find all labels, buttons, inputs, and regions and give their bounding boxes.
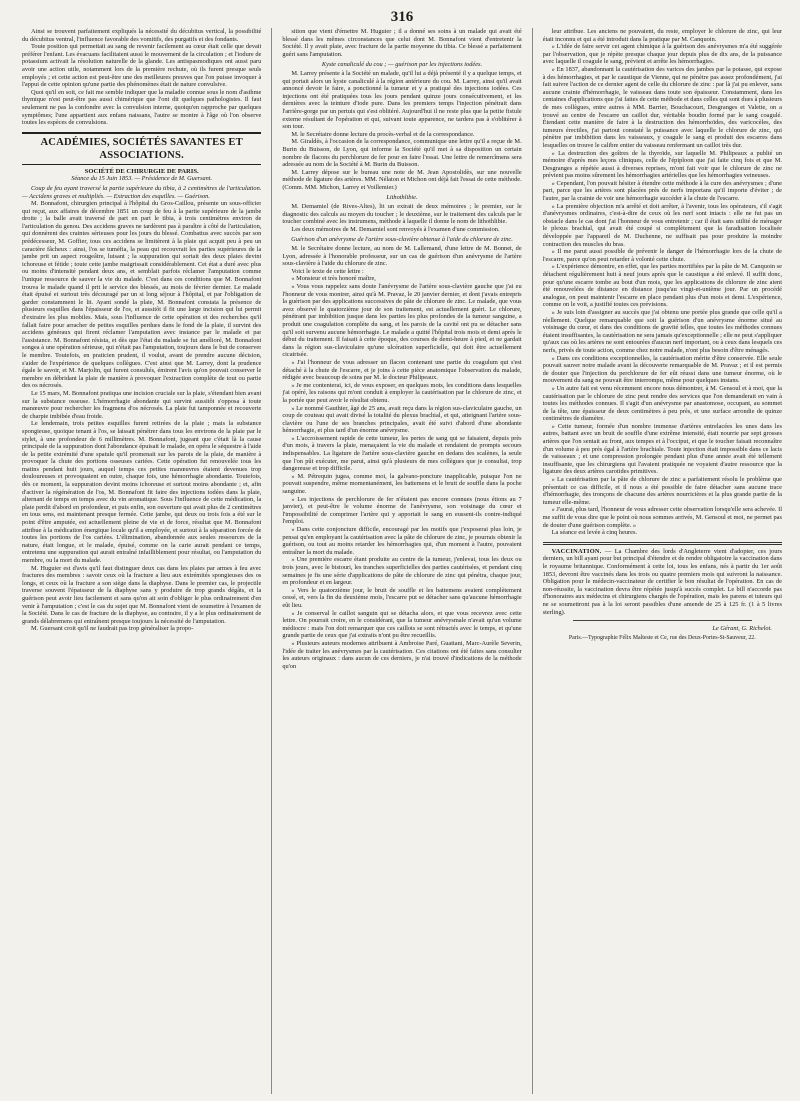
paragraph: » L'expérience démontre, en effet, que les parties mortifiées par la pâte de M. Canquoin se détachent régulièrement huit à neuf jours après que le caustique a été enlevé. Il suffit donc, pour qu'une escarre tombe au bout d'un mois, que les applications de chlorure de zinc aient été renouvelées de distance en distance jusqu'au vingt-et-unième jour. Par un procédé analogue, on peut maintenir l'escarre en place pendant plus d'un mois et demi. L'expérience, comme on le voit, a justifié toutes ces prévisions. [542,263,782,309]
vaccination-paragraph [543,548,782,616]
printer-line: Paris.—Typographie Félix Malteste et Ce, rue des Deux-Portes-St-Sauveur, 22. [568,634,756,641]
column-2-text-d [282,245,521,670]
column-2-text-b [282,70,521,192]
paragraph: » Une première escarre étant produite au centre de la tumeur, j'enlevai, tous les deux ou trois jours, avec le bistouri, les tranches superficielles des parties cautérisées, et pendant cinq semaines je fis une série d'applications de pâte de chlorure de zinc qui pénétra, chaque jour, en profondeur et en largeur. [282,556,522,587]
signature-rule [573,620,752,621]
paragraph: » Dans cette conjoncture difficile, encouragé par les motifs que j'exposerai plus loin, je pensai qu'en employant la cautérisation avec la pâte de chlorure de zinc, je pourrais obtenir la guérison, ou tout au moins retarder les hémorrhagies qui, d'un moment à l'autre, pouvaient entraîner la mort du malade. [282,526,522,556]
paragraph: » Un autre fait est venu récemment encore nous démontrer, à M. Gensoul et à moi, que la cautérisation par le chlorure de zinc peut rendre des services que l'on demanderait en vain à toutes les méthodes connues. Il s'agit d'un anévrysme par anastomose, occupant, au sommet de la tête, une épaisseur de deux centimètres à peu près, et une surface arrondie de quinze centimètres de diamètre. [542,384,782,423]
column-divider [532,28,533,1094]
session-line: Séance du 15 Juin 1853. — Présidence de M. Guersant. [71,175,213,183]
paragraph: leur attribue. Les anciens ne pouvaient, du reste, employer le chlorure de zinc, qui leur était inconnu et qui a été introduit dans la pratique par M. Canquoin. [542,28,782,43]
column-1 [22,28,261,1094]
paragraph: Le 15 mars, M. Bonnafont pratiqua une incision cruciale sur la plaie, s'étendant bien avant sur la substance osseuse. L'hémorrhagie abondante qui survint aussitôt s'opposa à toute manœuvre pour rechercher les fragmens d'os nécrosés. La plaie fut tamponnée et recouverte de charpie imbibée d'eau froide. [22,389,262,420]
paragraph: » Dans ces conditions exceptionnelles, la cautérisation mérite d'être conservée. Elle seule pouvait sauver notre malade avant la découverte remarquable de M. Pravaz ; et il est permis de douter que l'injection du perchlorure de fer eût réussi dans une tumeur énorme, où le mouvement du sang ne pouvait être interrompu, même pour quelques instans. [542,354,782,385]
columns [22,28,782,1094]
paragraph: » Je me contenterai, ici, de vous exposer, en quelques mots, les conditions dans lesquelles j'ai opéré, les raisons qui m'ont conduit à employer la cautérisation par le chlorure de zinc, et la portée que peut avoir le résultat obtenu. [282,381,522,404]
subhead-kyste: Kyste canaliculé du cou ; — guérison par les injections iodées. [321,61,483,69]
paragraph: » La première objection m'a arrêté et doit arrêter, à l'avenir, tous les opérateurs, s'il s'agit d'anévrysmes ordinaires, c'est-à-dire de ceux où les nerf sont intacts : elle ne fut pas un obstacle dans le cas dont j'ai l'honneur de vous entretenir ; car il était sans utilité de ménager le plexus brachial, qui avait été coupé si complètement que la faradisation localisée développée par l'appareil de M. Duchenne, ne suffisait pas pour produire la moindre contraction des muscles du bras. [542,202,782,248]
paragraph: » Cependant, l'on pouvait hésiter à étendre cette méthode à la cure des anévrysmes ; d'une part, parce que les artères sont placées près de nerfs importans qu'il importe d'éviter ; de l'autre, par la crainte de voir une hémorrhagie succéder à la chute de l'escarre. [542,179,782,203]
paragraph: « Monsieur et très honoré maître, [291,275,376,283]
paragraph: M. le Secrétaire donne lecture du procès-verbal et de la correspondance. [291,130,475,138]
paragraph: » Il me parut aussi possible de prévenir le danger de l'hémorrhagie lors de la chute de l'escarre, parce qu'on peut retarder à volonté cette chute. [542,248,782,263]
subhead-anevrysme: Guérison d'un anévrysme de l'artère sous-clavière obtenue à l'aide du chlorure de zinc. [291,236,513,244]
case-body [22,200,261,633]
paragraph: » Je conserval le caillot sanguin qui se détacha alors, et que vous recevrez avec cette lettre. On pourrait croire, en le considérant, que la tumeur anévrysmale n'avait qu'un volume médiocre : mais l'on doit remarquer que ces caillots se sont rétractés avec le temps, et qu'une grande partie de ceux que j'ai extraits n'ont pu être recueillis. [282,609,522,640]
paragraph: M. Larrey dépose sur le bureau une note de M. Jean Apostolidès, sur une nouvelle méthode de ligature des artères. MM. Nélaton et Michon ont déjà fait l'essai de cette méthode. (Comm. MM. Michon, Larrey et Voillemier.) [282,168,522,191]
paragraph: Toute position qui permettait au sang de revenir facilement au cœur était celle que devait préférer l'enfant. Les évacuans facilitaient aussi le mouvement de la circulation ; et l'iodure de potassium activait la résolution naturelle de la glande. Les antispasmodiques ont aussi paru avoir une action utile, notamment lors de la première rechute, où ils furent presque seuls employés ; et cette action est peut-être une des meilleures preuves que l'on puisse invoquer à l'appui de cette opinion qu'une partie des phénomènes était de nature convulsive. [22,43,262,89]
page-number: 316 [390,9,414,25]
column-2-text-a [282,28,521,58]
column-2 [282,28,521,1094]
column-3-text [543,28,782,537]
column-divider [271,28,272,1094]
paragraph: Ainsi se trouvent parfaitement expliqués la nécessité du décubitus vertical, la possibilité du décubitus ventral, l'influence favorable des vomitifs, des purgatifs et des fondants. [22,28,262,43]
paragraph: » Vers le quatorzième jour, le bruit de souffle et les battemens avaient complètement cessé, et, vers la fin du deuxième mois, l'escarre put se détacher sans qu'aucune hémorrhagie eût lieu. [282,586,522,609]
paragraph: » La destruction des goîtres de la thyroïde, sur laquelle M. Philipeaux a publié un mémoire d'après mes leçons cliniques, celle de l'épiploon que j'ai faite cinq fois et que M. Desgranges a répétée aussi à diverses reprises, m'ont fait voir que le chlorure de zinc ne prévient pas moins sûrement les hémorrhagies artérielles que les hémorrhagies veineuses. [542,149,782,180]
paragraph: M. Larrey présente à la Société un malade, qu'il lui a déjà présenté il y a quelque temps, et qui portait alors un kyste canaliculé à la région antérieure du cou. M. Larrey, ainsi qu'il avait annoncé devoir le faire, a ponctionné la tumeur et y a pratiqué des injections iodées. Ces injections ont été pratiquées tous les jours pendant quinze jours consécutivement, et les dernières avec la teinture d'iode pure. Dans les premiers temps l'injection pénétrait dans l'arrière-gorge par un pertuis qui s'est oblitéré. Aujourd'hui il ne reste plus que la petite fistule externe résultant de l'opération et qui, suivant toute apparence, ne tardera pas à s'oblitérer à son tour. [282,69,522,131]
signature: Le Gérant, G. Richelot. [712,625,772,633]
paragraph: Le lendemain, trois petites esquilles furent retirées de la plaie ; mais la substance spongieuse, quoique tenant à l'os, se laissait pénétrer dans tous les environs de la plaie par le stylet, à une profondeur de 6 millimètres. M. Bonnafont, jugeant que c'était là la cause principale de la suppuration dont l'abondance épuisait le malade, en opéra le séquestre à l'aide de la petite extrémité d'une spatule qu'il promenait sur les parois de la plaie, de manière à provoquer la chute des portions osseuses cariées. Cette opération fut renouvelée tous les matins pendant huit jours, auquel temps ces petites manœuvres étaient devenues trop douloureuses et provoquaient en outre, chaque fois, une hémorrhagie abondante. Toutefois, dès ce moment, la suppuration devint moins ichoreuse et surtout moins abondante ; et, afin d'activer la régénération de l'os, M. Bonnafont fit faire des injections iodées dans la plaie, alternant de temps en temps avec du vin aromatique. Sous l'influence de cette médication, la plaie perdit d'abord en profondeur, et puis enfin, son ouverture qui avait plus de 2 centimètres en tous sens, est maintenant presque fermée. Cette jambe, qui deux ou trois fois a été sur le point d'être amputée, est actuellement pleine de vie et de force, résultat que M. Bonnafont attribue à la médication énergique locale qu'il a employée, et surtout à la séparation forcée de toutes les portions de l'os cariées. L'élimination, abandonnée aux seules ressources de la nature, était longue, et le malade, épuisé, comme on la carie aurait pendant ce temps, entretenu une suppuration qui aurait entraîné infailliblement pour résultat, ou l'amputation du membre, ou la mort du malade. [22,420,262,564]
vaccination-text: — La Chambre des lords d'Angleterre vient d'adopter, ces jours derniers, un bill ayant pour but principal d'étendre et de rendre obligatoire la vaccination dans le royaume britannique. Conformément à cette loi, tous les enfans, nés à partir du 1er août 1853, devront être vaccinés dans les trois ou quatre premiers mois qui suivront la naissance. Obligation pour le médecin-vaccinateur de certifier le bon résultat de l'opération. En cas de non-réussite, la vaccination devra être répétée jusqu'à succès complet. Le bill n'accorde pas d'honoraires aux médecins et chirurgiens chargés de l'opération, mais les parens et tuteurs qui ne se soumettront pas à la loi seront passibles d'une amende de 25 à 125 fr. (1 à 5 livres sterling). [542,547,782,616]
paragraph: Les deux mémoires de M. Demamiel sont renvoyés à l'examen d'une commission. [291,225,500,233]
paragraph: » L'accroissement rapide de cette tumeur, les pertes de sang qui se faisaient, depuis près d'un mois, à travers la plaie, menaçaient la vie du malade et rendaient de prompts secours indispensables. La ligature de l'artère sous-clavière gauche en dedans des scalènes, la seule que l'on pût exécuter, me parut, ainsi qu'à plusieurs de mes collègues que je consultai, trop dangereuse et trop difficile. [282,434,522,473]
society-name: SOCIÉTÉ DE CHIRURGIE DE PARIS. [84,167,199,175]
paragraph: » M. Pétrequin jugea, comme moi, la galvano-poncture inapplicable, puisque l'on ne pouvait suspendre, même momentanément, les battemens et le bruit de souffle dans la poche sanguine. [282,472,522,496]
paragraph: » J'ai l'honneur de vous adresser un flacon contenant une partie du coagulum qui s'est détaché à la chute de l'escarre, et je joins à cette pièce anatomique l'observation du malade, rédigée avec beaucoup de soins par M. le docteur Philipeaux. [282,358,522,382]
paragraph: » La cautérisation par la pâte de chlorure de zinc a parfaitement résolu le problème que présentait ce cas difficile, et il nous a été possible de faire détacher sans aucune trace d'hémorrhagie, des tronçons de chacune des artères nourricières et la plus grande partie de la tumeur elle-même. [542,476,782,506]
paragraph: » Cette tumeur, formée d'un nombre immense d'artères entrelacées les unes dans les autres, battant avec un bruit de souffle d'une extrême intensité, était nourrie par sept grosses artères que l'on sentait au front, aux tempes et à l'occiput, et que le toucher faisait reconnaître d'un volume à peu près égal à l'artère brachiale. Toute injection était impossible dans ce lacis de vaisseaux ; et une compression prolongée pendant plus d'une année avait été tellement insuffisante, que les chirurgiens qui l'avaient pratiquée ne voyaient d'autre ressource que la ligature des deux artères carotides primitives. [542,422,782,476]
section-title: ACADÉMIES, SOCIÉTÉS SAVANTES ET ASSOCIATIONS. [22,132,261,165]
case-summary: Coup de feu ayant traversé la partie supérieure du tibia, à 2 centimètres de l'articulation. — Accidens graves et multipliés. — Extraction des esquilles. — Guérison. [22,184,262,200]
paragraph: » J'aurai, plus tard, l'honneur de vous adresser cette observation lorsqu'elle sera achevée. Il me suffit de vous dire que le point où nous sommes arrivés, M. Gensoul et moi, ne permet pas de douter d'une guérison complète. » [542,506,782,529]
column-3 [543,28,782,1094]
paragraph: Quoi qu'il en soit, ce fait me semble indiquer que la maladie connue sous le nom d'asthme thymique n'est peut-être pas aussi chimérique que l'ont dit quelques pathologistes. Il faut seulement ne pas la confondre avec la convulsion interne, quoiqu'en rapproche par quelques symptômes; l'une appartient aux enfans naissans, l'autre se montre à l'âge où l'on observe toutes les espèces de convulsions. [22,88,262,127]
paragraph: » Les injections de perchlorure de fer n'étaient pas encore connues (nous étions au 7 janvier), et peut-être le volume énorme de l'anévrysme, son voisinage du cœur et l'impossibilité de comprimer l'artère qui y apportait le sang en eussent-ils contre-indiqué l'emploi. [282,495,522,526]
separator-rule [543,542,782,545]
vaccination-label: VACCINATION. [551,547,602,555]
paragraph: » En 1837, abandonnant la cautérisation des varices des jambes par la potasse, qui expose à des hémorrhagies, et par le caustique de Vienne, qui ne pénètre pas assez profondément, j'ai fait suivre l'action de ce dernier agent de celle du chlorure de zinc : par là j'ai pu enlever, sans aucune crainte d'hémorrhagie, le vaisseau dans toute son épaisseur. Constamment, dans les centaines d'applications que j'ai faites de cette méthode et dans celles qui sont dues à plusieurs de mes collègues, entre autres à MM. Barrier, Bouchacourt, Desgranges et Valette, on a trouvé au centre de l'escarre un caillot dur, véritable boudin formé par le sang coagulé. Étendant cette manière de faire à la destruction des hémorrhoïdes, des varicocèles, des tumeurs érectiles, j'ai partout constaté la puissance avec laquelle le chlorure de zinc, qui pénètre par imbibition dans les vaisseaux, y coagule le sang et produit des escarres dans lesquelles on trouve le calibre entier du vaisseau renfermant un caillot très dur. [542,65,782,149]
paragraph: M. le Secrétaire donne lecture, au nom de M. Lallemand, d'une lettre de M. Bonnet, de Lyon, adressée à l'honorable professeur, sur un cas de guérison d'un anévrysme de l'artère sous-clavière à l'aide du chlorure de zinc. [282,245,522,268]
paragraph: » Le nommé Gauthier, âgé de 25 ans, avait reçu dans la région sus-claviculaire gauche, un coup de couteau qui avait divisé la totalité du plexus brachial, et qui, atteignant l'artère sous-clavière ou l'une de ses branches principales, avait été suivi d'abord d'une abondante hémorrhagie, et plus tard d'un énorme anévrysme. [282,404,522,435]
paragraph: M. Demamiel (de Rives-Altes), lit un extrait de deux mémoires ; le premier, sur le diagnostic des calculs au moyen du toucher ; le deuxième, sur le traitement des calculs par le toucher combiné avec les instrumens, méthode à laquelle il donne le nom de lithothlibie. [282,203,522,226]
paragraph: M. Bonnafont, chirurgien principal à l'hôpital du Gros-Caillou, présente un sous-officier qui reçut, aux affaires de décembre 1851 un coup de feu à la partie supérieure de la jambe droite ; la balle avait traversé de part en part le tibia, à trois centimètres environ de l'articulation du genou. Des accidens graves ne tardèrent pas à paraître à côté de l'articulation, qui donnèrent des craintes sérieuses pour les jours du blessé. Combattus avec succès par son prédécesseur, M. Goffier, tous ces accidens se limitèrent à la plaie qui acquit peu à peu un caractère fâcheux : ainsi, l'os se tuméfia, la peau qui recouvrait les parties supérieures de la jambe prit un aspect rougeâtre, luisant ; la suppuration qui sortait des deux plaies devint ichoreuse et fétide ; toute cette jambe maigrissait considérablement. Cet état a duré avec plus ou moins d'intensité pendant deux ans, et semblait parfois réclamer l'amputation comme l'unique ressource de sauver la vie du malade. C'est dans ces conditions que M. Bonnafont trouva le malade quand il prit le service des blessés, au mois de février dernier. Le malade était épuisé et surtout très découragé par un si long séjour à l'hôpital, et par l'obligation de garder constamment le lit. Ayant sondé la plaie, M. Bonnafont constata la présence de plusieurs esquilles dans l'épaisseur de l'os, et aussitôt il fit une large incision qui lui permit d'extraire les plus mobiles. Mais, sous l'influence de cette opération et des recherches qu'il fallait faire pour arracher de petites esquilles perdues dans le fond de la plaie, il survint des accidens généraux qui firent réclamer l'amputation avec instance par le malade et par l'assistance. M. Bonnafont résista, et dès que l'état du malade se fut amélioré, M. Bonnafont songea à une opération sérieuse, qui n'était pas l'amputation, toujours dans le but de conserver le membre. Toutefois, en praticien prudent, il voulut, avant de prendre aucune décision, s'aider de l'expérience de quelques collègues. C'est ainsi que M. Larrey, dont la prudence égale le savoir, et M. Marjolin, qui furent consultés, émirent l'avis qu'on pouvait conserver le membre en débridant la plaie de manière à provoquer l'extraction complète de tout ou partie des os nécrosés. [22,200,262,390]
paragraph: » Plusieurs auteurs modernes attribuent à Ambroise Paré, Guattani, Marc-Aurèle Severin, l'idée de traiter les anévrysmes par la cautérisation. Ces citations ont été faites sans consulter les auteurs originaux : dans aucun de ces derniers, je n'ai trouvé d'indications de la méthode qu'on [282,639,522,670]
paragraph: sition que vient d'émettre M. Huguier ; il a donné ses soins à un malade qui avait été blessé dans les mêmes circonstances que celui dont M. Bonnafont vient d'entretenir la Société. Il y avait plaie, avec fracture de la partie moyenne du tibia. Ce blessé a parfaitement guéri sans l'amputation. [282,28,522,58]
paragraph: M. Guersant croit qu'il ne faudrait pas trop généraliser la propo- [31,625,194,633]
paragraph: » Vous vous rappelez sans doute l'anévrysme de l'artère sous-clavière gauche que j'ai eu l'honneur de vous montrer, ainsi qu'à M. Pravaz, le 20 janvier dernier, et dont j'avais entrepris la guérison par des applications successives de pâte de chlorure de zinc. Le malade, que vous avez observé le quatorzième jour de son traitement, est actuellement guéri. Le chlorure, pénétrant par imbibition jusque dans les parties les plus profondes de la tumeur sanguine, a produit une coagulation complète du sang, et les parois de la cavité ont pu se détacher sans qu'il soit survenu aucune hémorrhagie. Le malade a quitté l'hôpital trois mois et demi après le début du traitement. Il faisait à cette époque, des courses de demi-heure à pied, et ne gardait dans la région sus-claviculaire qu'une ulcération superficielle, qui doit être actuellement cicatrisée. [282,283,522,359]
column-2-text-c [282,203,521,233]
subhead-lithothlibie: Lithothlibie. [386,194,418,202]
paragraph: Voici le texte de cette lettre : [291,267,364,275]
intro-text [22,28,261,127]
paragraph: » Je suis loin d'assigner au succès que j'ai obtenu une portée plus grande que celle qu'il a réellement. Quelque remarquable que soit la guérison d'un anévrysme énorme situé au voisinage du cœur, et dans des conditions de gravité telles, que toutes les méthodes connues étaient insuffisantes, la cautérisation ne sera jamais qu'exceptionnelle ; elle ne peut s'appliquer qu'aux cas où les artères ne sont entourées d'aucun nerf important, ou à ceux dans lesquels ces nerfs, privés de toute action, comme chez notre malade, n'ont plus besoin d'être ménagés. [542,308,782,354]
paragraph: » L'idée de faire servir cet agent chimique à la guérison des anévrysmes m'a été suggérée par l'observation, que je répète presque chaque jour depuis plus de dix ans, de la puissance avec laquelle il coagule le sang, prévient et arrête les hémorrhagies. [542,43,782,66]
paragraph: La séance est levée à cinq heures. [551,529,638,537]
paragraph: M. Giraldès, à l'occasion de la correspondance, communique une lettre qu'il a reçue de M. Burin du Buisson, de Lyon, qui informe la Société qu'il met à sa disposition un certain nombre de flacons du perchlorure de fer pour en faire l'essai. Une lettre de remercîmens sera adressée au nom de la Société à M. Burin du Buisson. [282,138,522,169]
paragraph: M. Huguier est d'avis qu'il faut distinguer deux cas dans les plaies par armes à feu avec fractures des membres : savoir ceux où la fracture a lieu aux extrémités spongieuses des os longs, et ceux où la fracture a son siège dans la diaphyse. Dans le premier cas, le projectile traverse souvent l'épaisseur de la diaphyse sans y produire de trop grands dégâts, et la guérison peut avoir lieu facilement et sans qu'on ait soin d'obliger le plus ordinairement d'en venir à l'amputation ; c'est le cas du sujet que M. Bonnafont vient de soumettre à l'examen de la Société. Dans le cas de fracture de la diaphyse, au contraire, il y a le plus ordinairement de grands délabremens qui entraînent presque toujours la nécessité de l'amputation. [22,564,262,625]
